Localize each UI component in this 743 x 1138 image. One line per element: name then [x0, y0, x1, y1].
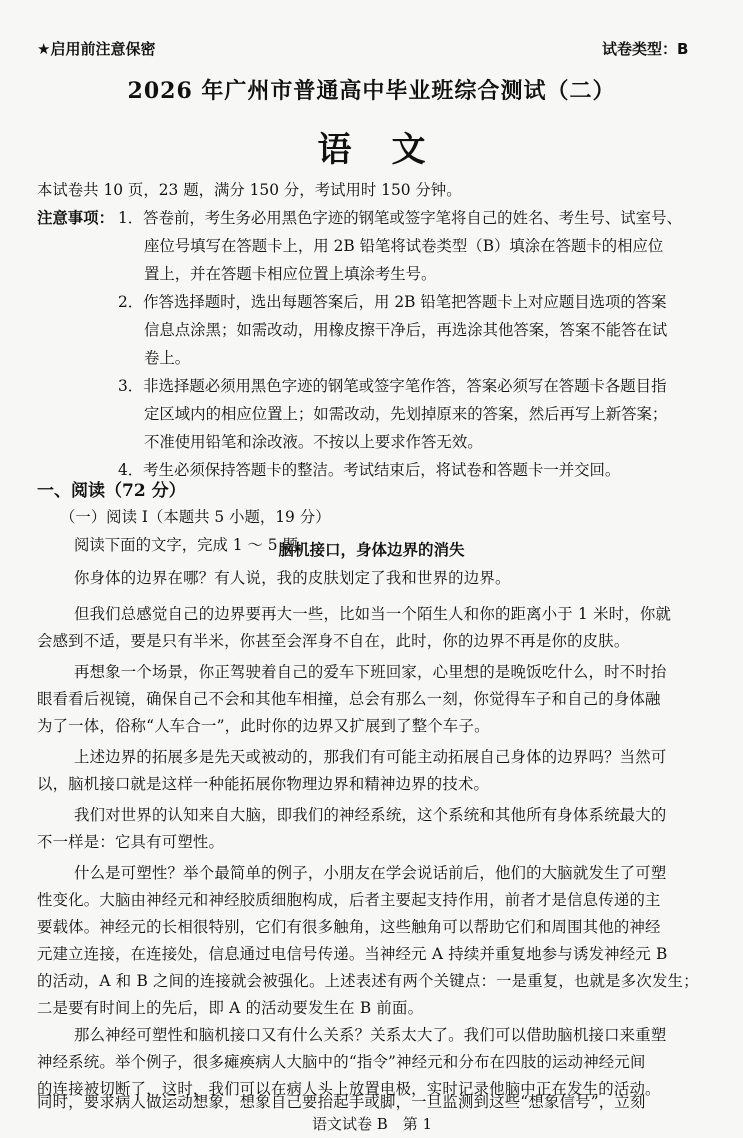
article-line: 要载体。神经元的长相很特别，它们有很多触角，这些触角可以帮助它们和周围其他的神经	[37, 918, 661, 936]
article-line: 同时，要求病人做运动想象，想象自己要抬起手或脚，一旦监测到这些“想象信号”，立刻	[37, 1093, 646, 1111]
article-line: 会感到不适，要是只有半米，你甚至会浑身不自在，此时，你的边界不再是你的皮肤。	[37, 632, 630, 650]
exam-intro: 本试卷共 10 页，23 题，满分 150 分，考试用时 150 分钟。	[37, 181, 462, 199]
article-line: 的活动，A 和 B 之间的连接就会被强化。上述表述有两个关键点：一是重复，也就是多次发生；	[37, 972, 699, 990]
notice-line: 2．作答选择题时，选出每题答案后，用 2B 铅笔把答题卡上对应题目选项的答案	[118, 293, 667, 311]
article-line: 二是要有时间上的先后，即 A 的活动要发生在 B 前面。	[37, 999, 424, 1017]
notice-line: 信息点涂黑；如需改动，用橡皮擦干净后，再选涂其他答案，答案不能答在试	[144, 321, 668, 339]
article-line: 的连接被切断了，这时，我们可以在病人头上放置电极，实时记录他脑中正在发生的活动。	[37, 1080, 661, 1098]
subject-title: 语文	[317, 130, 466, 170]
article-line: 上述边界的拓展多是先天或被动的，那我们有可能主动拓展自己身体的边界吗？当然可	[74, 748, 667, 766]
article-line: 以，脑机接口就是这样一种能拓展你物理边界和精神边界的技术。	[37, 775, 490, 793]
article-line: 你身体的边界在哪？有人说，我的皮肤划定了我和世界的边界。	[74, 569, 511, 587]
notice-line: 定区域内的相应位置上；如需改动，先划掉原来的答案，然后再写上新答案；	[144, 405, 668, 423]
page-footer: 语文试卷 B 第 1	[312, 1115, 433, 1133]
article-line: 那么神经可塑性和脑机接口又有什么关系？关系太大了。我们可以借助脑机接口来重塑	[74, 1026, 667, 1044]
article-line: 但我们总感觉自己的边界要再大一些，比如当一个陌生人和你的距离小于 1 米时，你就	[74, 605, 672, 623]
article-line: 性变化。大脑由神经元和神经胶质细胞构成，后者主要起支持作用，前者才是信息传递的主	[37, 891, 661, 909]
article-line: 元建立连接，在连接处，信息通过电信号传递。当神经元 A 持续并重复地参与诱发神经元 B	[37, 945, 668, 963]
reading-instruction: 阅读下面的文字，完成 1 ～ 5 题。	[74, 536, 314, 554]
paper-type-label: 试卷类型：B	[602, 40, 689, 58]
article-line: 什么是可塑性？举个最简单的例子，小朋友在学会说话前后，他们的大脑就发生了可塑	[74, 864, 667, 882]
notice-line: 置上，并在答题卡相应位置上填涂考生号。	[144, 265, 437, 283]
exam-title: 2026 年广州市普通高中毕业班综合测试（二）	[127, 78, 616, 104]
notice-line: 4．考生必须保持答题卡的整洁。考试结束后，将试卷和答题卡一并交回。	[118, 461, 621, 479]
notice-line: 3．非选择题必须用黑色字迹的钢笔或签字笔作答，答案必须写在答题卡各题目指	[118, 377, 667, 395]
notice-line: 不准使用铅笔和涂改液。不按以上要求作答无效。	[144, 433, 483, 451]
section-heading: 一、阅读（72 分）	[37, 481, 186, 501]
article-line: 我们对世界的认知来自大脑，即我们的神经系统，这个系统和其他所有身体系统最大的	[74, 806, 667, 824]
article-title: 脑机接口，身体边界的消失	[278, 541, 465, 559]
notice-line: 座位号填写在答题卡上，用 2B 铅笔将试卷类型（B）填涂在答题卡的相应位	[144, 237, 664, 255]
article-line: 眼看看后视镜，确保自己不会和其他车相撞，总会有那么一刻，你觉得车子和自己的身体融	[37, 690, 661, 708]
notice-label: 注意事项：	[37, 209, 114, 227]
subsection-heading: （一）阅读 I（本题共 5 小题，19 分）	[60, 508, 331, 526]
article-line: 为了一体，俗称“人车合一”，此时你的边界又扩展到了整个车子。	[37, 717, 490, 735]
article-line: 不一样是：它具有可塑性。	[37, 833, 225, 851]
notice-line: 卷上。	[144, 349, 191, 367]
confidential-label: ★启用前注意保密	[37, 40, 156, 58]
article-line: 再想象一个场景，你正驾驶着自己的爱车下班回家，心里想的是晚饭吃什么，时不时抬	[74, 663, 667, 681]
notice-line: 1．答卷前，考生务必用黑色字迹的钢笔或签字笔将自己的姓名、考生号、试室号、	[118, 209, 682, 227]
article-line: 神经系统。举个例子，很多瘫痪病人大脑中的“指令”神经元和分布在四肢的运动神经元间	[37, 1053, 646, 1071]
